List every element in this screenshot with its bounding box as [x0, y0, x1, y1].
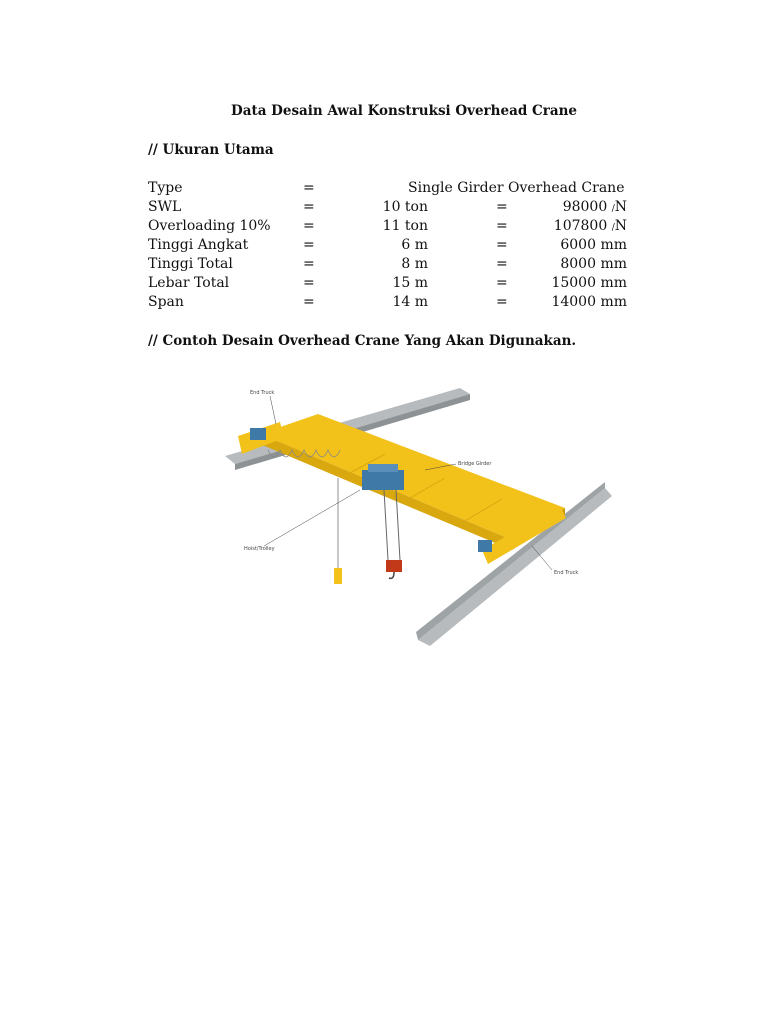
- spec-equals: =: [303, 256, 315, 272]
- unit: N: [614, 218, 627, 234]
- spec-equals-2: =: [496, 218, 508, 234]
- unit-prefix: /: [611, 204, 615, 214]
- label-end-truck-left: End Truck: [250, 390, 275, 396]
- spec-row-overloading: [0, 218, 768, 237]
- spec-value: 15 m: [392, 275, 428, 291]
- spec-value: Single Girder Overhead Crane: [408, 180, 625, 196]
- spec-equals: =: [303, 199, 315, 215]
- overhead-crane-illustration: [220, 378, 612, 646]
- unit: N: [614, 199, 627, 215]
- spec-value: 10 ton: [382, 199, 428, 215]
- spec-row-span: [0, 294, 768, 313]
- motor-left: [250, 428, 266, 440]
- spec-row-swl: [0, 199, 768, 218]
- spec-equals-2: =: [496, 256, 508, 272]
- spec-row-tinggi-total: [0, 256, 768, 275]
- spec-row-tinggi-angkat: [0, 237, 768, 256]
- spec-value-2: 15000 mm: [551, 275, 627, 291]
- spec-label: Overloading 10%: [148, 218, 271, 234]
- spec-value-number: 98000: [562, 199, 608, 215]
- spec-value: 6 m: [401, 237, 428, 253]
- spec-row-lebar-total: [0, 275, 768, 294]
- spec-value: 14 m: [392, 294, 428, 310]
- hoist-trolley: [362, 470, 404, 490]
- spec-value-2: [520, 218, 627, 234]
- label-bridge-girder: Bridge Girder: [458, 461, 492, 467]
- spec-equals: =: [303, 218, 315, 234]
- section-heading-crane-example: // Contoh Desain Overhead Crane Yang Akan Digunakan.: [148, 333, 577, 349]
- unit-prefix: /: [611, 223, 615, 233]
- motor-right: [478, 540, 492, 552]
- hook-icon: [389, 572, 394, 578]
- spec-row-type: [0, 180, 768, 199]
- spec-label: Span: [148, 294, 184, 310]
- spec-equals-2: =: [496, 237, 508, 253]
- spec-label: SWL: [148, 199, 182, 215]
- spec-equals: =: [303, 275, 315, 291]
- spec-label: Type: [148, 180, 183, 196]
- spec-value-2: 6000 mm: [560, 237, 627, 253]
- spec-value-2: [520, 199, 627, 215]
- spec-value: 11 ton: [382, 218, 428, 234]
- spec-value-2: 8000 mm: [560, 256, 627, 272]
- spec-label: Tinggi Angkat: [148, 237, 249, 253]
- spec-equals-2: =: [496, 275, 508, 291]
- spec-equals: =: [303, 180, 315, 196]
- section-heading-main-dimensions: // Ukuran Utama: [148, 142, 274, 158]
- spec-value-number: 107800: [553, 218, 608, 234]
- spec-label: Lebar Total: [148, 275, 230, 291]
- label-hoist-trolley: Hoist/Trolley: [244, 546, 275, 552]
- spec-value-2: 14000 mm: [551, 294, 627, 310]
- spec-equals: =: [303, 294, 315, 310]
- pendant-control: [334, 568, 342, 584]
- document-title: Data Desain Awal Konstruksi Overhead Crane: [231, 103, 577, 119]
- hook-block: [386, 560, 402, 572]
- spec-value: 8 m: [401, 256, 428, 272]
- spec-label: Tinggi Total: [148, 256, 233, 272]
- spec-equals-2: =: [496, 294, 508, 310]
- bridge-girder: [260, 414, 565, 540]
- label-end-truck-right: End Truck: [554, 570, 579, 576]
- spec-equals-2: =: [496, 199, 508, 215]
- spec-equals: =: [303, 237, 315, 253]
